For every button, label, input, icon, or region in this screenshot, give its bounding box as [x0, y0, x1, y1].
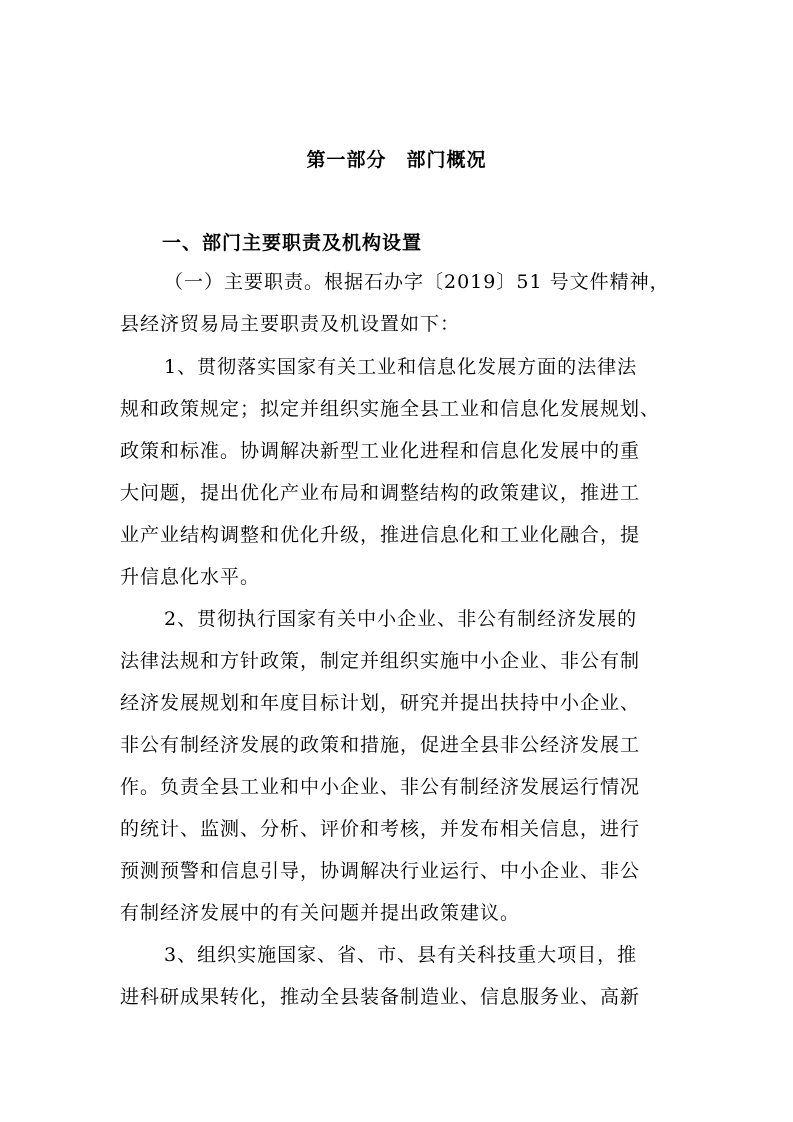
- body-line: 有制经济发展中的有关问题并提出政策建议。: [120, 902, 521, 924]
- body-line: （一）主要职责。根据石办字〔2019〕51 号文件精神，: [164, 271, 670, 293]
- body-line: 作。负责全县工业和中小企业、非公有制经济发展运行情况: [120, 776, 641, 798]
- page-title: 第一部分 部门概况: [306, 149, 487, 171]
- body-line: 非公有制经济发展的政策和措施，促进全县非公经济发展工: [120, 734, 641, 756]
- body-line: 进科研成果转化，推动全县装备制造业、信息服务业、高新: [120, 986, 641, 1008]
- body-line: 2、贯彻执行国家有关中小企业、非公有制经济发展的: [164, 608, 638, 630]
- body-line: 预测预警和信息引导，协调解决行业运行、中小企业、非公: [120, 860, 641, 882]
- body-line: 经济发展规划和年度目标计划，研究并提出扶持中小企业、: [120, 692, 641, 714]
- body-line: 县经济贸易局主要职责及机设置如下：: [120, 313, 461, 335]
- body-line: 1、贯彻落实国家有关工业和信息化发展方面的法律法: [164, 356, 638, 378]
- body-line: 升信息化水平。: [120, 566, 261, 588]
- body-line: 的统计、监测、分析、评价和考核，并发布相关信息，进行: [120, 818, 641, 840]
- body-line: 法律法规和方针政策，制定并组织实施中小企业、非公有制: [120, 650, 641, 672]
- section-heading: 一、部门主要职责及机构设置: [162, 232, 423, 254]
- body-line: 3、组织实施国家、省、市、县有关科技重大项目，推: [164, 944, 638, 966]
- body-line: 规和政策规定；拟定并组织实施全县工业和信息化发展规划、: [120, 398, 661, 420]
- body-line: 政策和标准。协调解决新型工业化进程和信息化发展中的重: [120, 440, 641, 462]
- body-line: 业产业结构调整和优化升级，推进信息化和工业化融合，提: [120, 524, 641, 546]
- body-line: 大问题，提出优化产业布局和调整结构的政策建议，推进工: [120, 482, 641, 504]
